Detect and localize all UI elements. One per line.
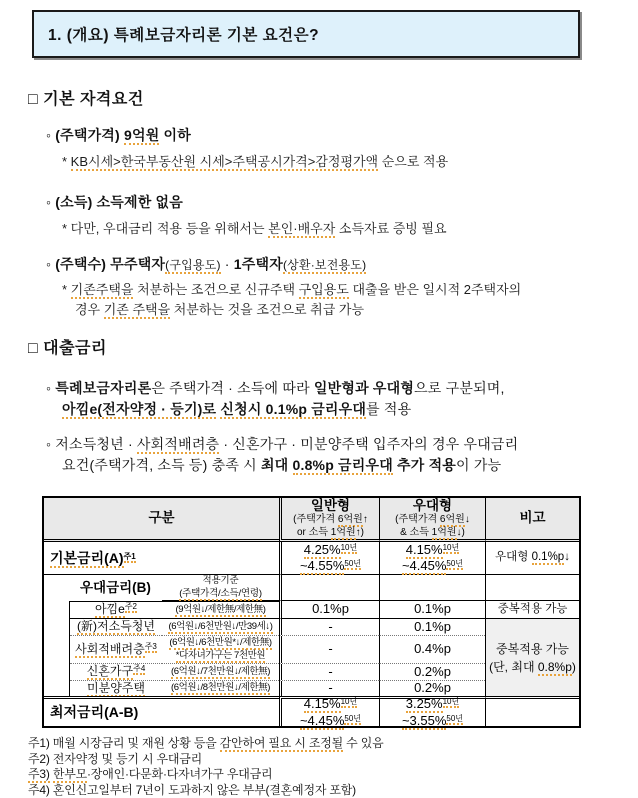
text-segment: 대출금리 xyxy=(43,340,107,357)
cell-newlywed-name xyxy=(70,663,162,680)
cell-social-general xyxy=(279,635,379,663)
text-segment: (상환·보전용도) xyxy=(282,258,367,272)
text-segment: 소득자료 증빙 필요 xyxy=(335,220,447,236)
text-segment: (주택수) 무주택자 xyxy=(55,256,166,272)
cell-indent-spacer xyxy=(44,601,70,696)
text-segment: 은 주택가격 · 소득에 따라 xyxy=(151,380,314,396)
text-segment: 기존주택을 xyxy=(70,282,134,297)
text-segment: 0.1%p xyxy=(531,551,565,564)
cell-prefsection-label xyxy=(70,575,162,601)
text-segment: 경우 xyxy=(75,301,104,317)
cell-newlywed-criteria xyxy=(162,663,279,680)
text-segment: □ xyxy=(28,340,44,357)
text-segment: (9억원↓/제한無/제한無) xyxy=(175,603,266,615)
text-run xyxy=(402,542,463,575)
text-segment: 0.1%p xyxy=(414,618,451,634)
text-run xyxy=(87,682,145,696)
text-segment: 아낌e(전자약정 · 등기)로 xyxy=(62,401,217,417)
text-segment: (주택가격 xyxy=(395,514,440,526)
text-segment: 10년 xyxy=(442,542,460,552)
cell-unsold-general xyxy=(279,680,379,696)
text-run xyxy=(46,436,518,475)
text-segment: 1주택자 xyxy=(233,256,283,272)
text-segment: 주1) 매월 시장금리 및 재원 상황 등을 xyxy=(28,736,220,750)
text-segment: 0.8%p 금리우대 xyxy=(292,457,393,473)
text-segment: 0.2%p xyxy=(414,680,451,696)
text-segment: 주1 xyxy=(123,551,136,561)
text-segment: 본인·배우자 xyxy=(268,220,336,236)
cell-akkim-remark xyxy=(485,601,579,619)
text-run xyxy=(414,681,451,696)
text-run xyxy=(28,752,202,766)
cell-basic-label xyxy=(44,542,279,575)
text-segment: ↓) xyxy=(456,526,465,538)
text-segment: 10년 xyxy=(442,697,460,707)
footnote-2 xyxy=(28,752,638,768)
text-segment: 아낌e xyxy=(94,602,125,617)
cell-youth-name xyxy=(70,619,162,635)
text-segment: 1억원 xyxy=(330,526,356,538)
text-segment: 순으로 적용 xyxy=(378,154,449,169)
text-segment: ↓ xyxy=(464,514,470,526)
text-segment: (6억원↓/7천만원↓/제한無) xyxy=(170,665,270,677)
text-segment: 이하 xyxy=(159,127,191,143)
text-segment: ·장애인·다문화·다자녀가구 우대금리 xyxy=(87,767,273,782)
text-run xyxy=(62,221,447,238)
cell-merged-remark xyxy=(485,619,579,696)
cell-header-gubun xyxy=(44,498,279,542)
note-income-proof xyxy=(62,219,638,239)
text-run xyxy=(171,682,270,694)
text-segment: - xyxy=(328,641,333,657)
text-run xyxy=(519,510,545,527)
text-run xyxy=(179,575,262,601)
text-segment: ↑ xyxy=(362,514,368,526)
text-run xyxy=(168,621,272,633)
text-run xyxy=(50,550,136,566)
text-run xyxy=(87,665,146,679)
bullet-item-loan-types xyxy=(46,378,638,420)
bullet-item-preferential-rate xyxy=(46,434,638,476)
cell-header-preferred xyxy=(379,498,485,542)
text-segment: 적용기준 xyxy=(202,574,239,586)
cell-unsold-preferred xyxy=(379,680,485,696)
text-segment: 추가 적용 xyxy=(392,457,457,473)
bullet-item-house-count xyxy=(46,254,638,275)
document-title-box xyxy=(32,10,580,58)
text-segment: · xyxy=(220,256,234,272)
text-segment: 주4 xyxy=(133,664,146,674)
text-segment: (新)저소득청년 xyxy=(77,619,155,634)
text-segment: 4.15% xyxy=(303,696,341,712)
text-segment: 주3) xyxy=(28,767,50,782)
text-run xyxy=(28,736,383,752)
footnote-1 xyxy=(28,736,638,752)
text-run xyxy=(498,601,568,618)
text-run xyxy=(414,602,451,617)
text-run xyxy=(175,604,265,616)
bullet-item-house-price xyxy=(46,125,638,146)
text-run xyxy=(300,696,361,729)
text-segment: 기본금리(A) xyxy=(50,549,124,566)
text-segment: 구분 xyxy=(148,510,175,526)
text-segment: 0.4%p xyxy=(414,641,451,657)
text-segment: 이 가능 xyxy=(456,457,502,473)
text-run xyxy=(80,580,151,596)
text-segment: 9억원 xyxy=(123,127,160,143)
cell-youth-general xyxy=(279,619,379,635)
text-segment: (주택가격) xyxy=(55,127,124,143)
cell-min-rate-general xyxy=(279,696,379,726)
text-segment: 4.25% xyxy=(303,541,341,557)
text-run xyxy=(75,643,157,657)
cell-prefsection-preferred-empty xyxy=(379,575,485,601)
text-run xyxy=(46,127,191,145)
text-segment: 50년 xyxy=(446,559,464,568)
text-run xyxy=(414,665,451,680)
text-segment: * 다만, 우대금리 적용 등을 위해서는 xyxy=(62,220,269,236)
cell-min-label xyxy=(44,696,279,726)
text-segment: 우대형 xyxy=(495,551,532,564)
text-segment: 0.8%p xyxy=(537,659,572,674)
text-segment: 수 있음 xyxy=(343,736,384,750)
text-segment: ↓ xyxy=(564,551,570,564)
text-segment: (구입용도) xyxy=(165,258,221,272)
text-segment: 10년 xyxy=(340,542,358,552)
text-segment: 주3 xyxy=(144,641,157,651)
text-run xyxy=(402,696,463,729)
text-segment: or 소득 xyxy=(296,526,331,538)
text-segment: 사회적배려층 xyxy=(75,641,145,656)
footnotes xyxy=(28,736,638,798)
text-run xyxy=(395,498,470,540)
text-segment: - xyxy=(328,618,333,634)
cell-unsold-name xyxy=(70,680,162,696)
text-run xyxy=(495,549,570,566)
text-run xyxy=(328,681,332,696)
text-run xyxy=(46,256,366,272)
text-run xyxy=(328,642,332,657)
text-segment: 6억원 xyxy=(337,514,363,526)
text-segment: 일반형 xyxy=(310,497,351,513)
text-segment: - xyxy=(328,663,333,679)
text-segment: (소득) 소득제한 없음 xyxy=(55,193,183,210)
cell-basic-rate-preferred xyxy=(379,542,485,575)
text-segment: 으로 구분되며, xyxy=(414,380,505,396)
text-run xyxy=(62,154,448,171)
text-segment: 처분하는 조건으로 신규주택 xyxy=(133,282,299,297)
text-segment: & 소득 xyxy=(400,526,432,538)
cell-basic-remark xyxy=(485,542,579,575)
text-segment: 신혼가구 xyxy=(86,664,134,679)
text-run xyxy=(77,620,155,634)
text-segment: 처분하는 것을 조건으로 취급 가능 xyxy=(170,301,365,317)
cell-newlywed-preferred xyxy=(379,663,485,680)
section-heading-basic-requirements xyxy=(28,86,638,109)
text-segment: 기존 주택을 xyxy=(103,301,171,317)
text-segment: 0.2%p xyxy=(414,663,451,679)
text-segment: · 신혼가구 · 미분양주택 입주자의 경우 우대금리 xyxy=(219,436,519,452)
cell-social-criteria xyxy=(162,635,279,663)
text-segment: 사회적배려층 xyxy=(136,436,220,452)
text-segment: 대출을 받은 일시적 2주택자의 xyxy=(348,282,522,297)
text-segment: 중복적용 가능 xyxy=(497,602,568,615)
text-run xyxy=(293,498,368,540)
text-run xyxy=(171,666,270,678)
text-segment: 비고 xyxy=(519,510,546,526)
text-segment: ◦ xyxy=(46,380,56,396)
text-segment: 6억원 xyxy=(439,514,465,526)
text-segment: ) xyxy=(571,659,576,674)
text-segment: 를 적용 xyxy=(366,401,412,417)
text-segment: 특례보금자리론 xyxy=(55,380,152,396)
text-segment: 50년 xyxy=(344,713,362,723)
text-segment: 최대 xyxy=(260,457,293,473)
text-segment: ~4.55% xyxy=(299,558,345,573)
text-segment: 주2 xyxy=(124,602,138,612)
text-segment: ◦ xyxy=(46,193,56,210)
text-segment: KB시세>한국부동산원 시세>주택공시가격>감정평가액 xyxy=(70,154,379,169)
cell-youth-preferred xyxy=(379,619,485,635)
text-run xyxy=(46,380,505,419)
cell-social-preferred xyxy=(379,635,485,663)
cell-youth-criteria xyxy=(162,619,279,635)
cell-min-remark-empty xyxy=(485,696,579,726)
text-run xyxy=(328,665,332,680)
text-segment: □ xyxy=(28,91,44,108)
text-segment: (6억원↓/6천만원↓/만39세↓) xyxy=(168,620,273,632)
document-title: 1. (개요) 특례보금자리론 기본 요건은? xyxy=(48,27,320,44)
cell-unsold-criteria xyxy=(162,680,279,696)
text-segment: * xyxy=(62,154,71,169)
text-segment: 4.15% xyxy=(405,541,443,557)
text-segment: (단, 최대 xyxy=(489,659,538,674)
text-run xyxy=(169,637,271,662)
text-segment: 주4) 혼인신고일부터 7년이 도과하지 않은 부부(결혼예정자 포함) xyxy=(28,782,356,797)
text-segment: ◦ xyxy=(46,127,56,143)
text-run xyxy=(328,620,332,635)
text-segment: 신청시 0.1%p 금리우대 xyxy=(220,401,367,417)
text-segment: 구입용도 xyxy=(298,282,349,297)
text-segment: 주2) 전자약정 및 등기 시 우대금리 xyxy=(28,751,203,766)
text-run xyxy=(300,542,361,575)
text-segment: 일반형과 우대형 xyxy=(313,380,415,396)
text-run xyxy=(148,510,174,527)
cell-akkim-preferred xyxy=(379,601,485,619)
rate-table xyxy=(42,496,581,728)
text-run xyxy=(46,194,183,210)
text-segment: ~4.45% xyxy=(401,558,447,573)
text-segment: 50년 xyxy=(344,559,362,568)
text-run xyxy=(95,603,137,617)
text-run xyxy=(50,704,138,720)
cell-akkim-criteria xyxy=(162,601,279,619)
bullet-item-income xyxy=(46,192,638,213)
text-segment: 미분양주택 xyxy=(87,680,145,695)
text-run xyxy=(28,91,144,108)
text-segment: 감안하여 필요 시 조정될 xyxy=(219,736,344,750)
text-segment: 1억원 xyxy=(431,526,457,538)
text-segment: * xyxy=(62,282,71,297)
text-segment: ↑) xyxy=(355,526,364,538)
text-segment: ◦ 저소득청년 · xyxy=(46,436,137,452)
section-heading-loan-rate xyxy=(28,335,638,358)
text-segment: ~3.55% xyxy=(401,712,447,728)
cell-akkim-general xyxy=(279,601,379,619)
text-segment: 우대금리(B) xyxy=(80,580,151,596)
footnote-4 xyxy=(28,783,638,798)
text-run xyxy=(414,642,451,657)
text-segment: 0.1%p xyxy=(414,601,451,617)
note-temporary-two-house xyxy=(62,280,638,319)
cell-akkim-name xyxy=(70,601,162,619)
text-run xyxy=(414,620,451,635)
text-run xyxy=(28,340,107,357)
cell-header-remark xyxy=(485,498,579,542)
text-segment: 3.25% xyxy=(405,696,443,712)
text-segment: 50년 xyxy=(446,713,464,723)
text-segment: ~4.45% xyxy=(299,712,345,728)
text-segment: 요건(주택가격, 소득 등) 충족 시 xyxy=(62,457,261,473)
text-segment: (6억원↓/6천만원*↓/제한無) xyxy=(169,637,272,649)
cell-prefsection-general-empty xyxy=(279,575,379,601)
text-segment: 0.1%p xyxy=(312,601,349,617)
text-segment: 중복적용 가능 xyxy=(496,641,569,656)
cell-social-name xyxy=(70,635,162,663)
text-segment: ◦ xyxy=(46,256,56,272)
text-segment: 10년 xyxy=(340,697,358,707)
cell-newlywed-general xyxy=(279,663,379,680)
text-segment: 한부모 xyxy=(52,767,87,782)
cell-prefsection-criteria xyxy=(162,575,279,601)
text-run xyxy=(312,602,349,617)
cell-basic-rate-general xyxy=(279,542,379,575)
text-segment: 최저금리(A-B) xyxy=(50,704,139,721)
cell-prefsection-remark-empty xyxy=(485,575,579,601)
text-run xyxy=(489,640,576,676)
text-segment: (주택가격/소득/연령) xyxy=(179,587,262,599)
note-price-order xyxy=(62,152,638,172)
text-run xyxy=(62,282,521,319)
text-segment: (6억원↓/8천만원↓/제한無) xyxy=(170,682,270,694)
text-segment: (주택가격 xyxy=(293,514,338,526)
cell-header-general xyxy=(279,498,379,542)
cell-min-rate-preferred xyxy=(379,696,485,726)
text-run xyxy=(28,783,356,797)
text-segment: 우대형 xyxy=(412,497,453,513)
text-segment: 기본 자격요건 xyxy=(43,91,144,108)
text-segment: - xyxy=(328,680,333,696)
text-segment: *다자녀가구는 7천만원 xyxy=(175,649,266,661)
